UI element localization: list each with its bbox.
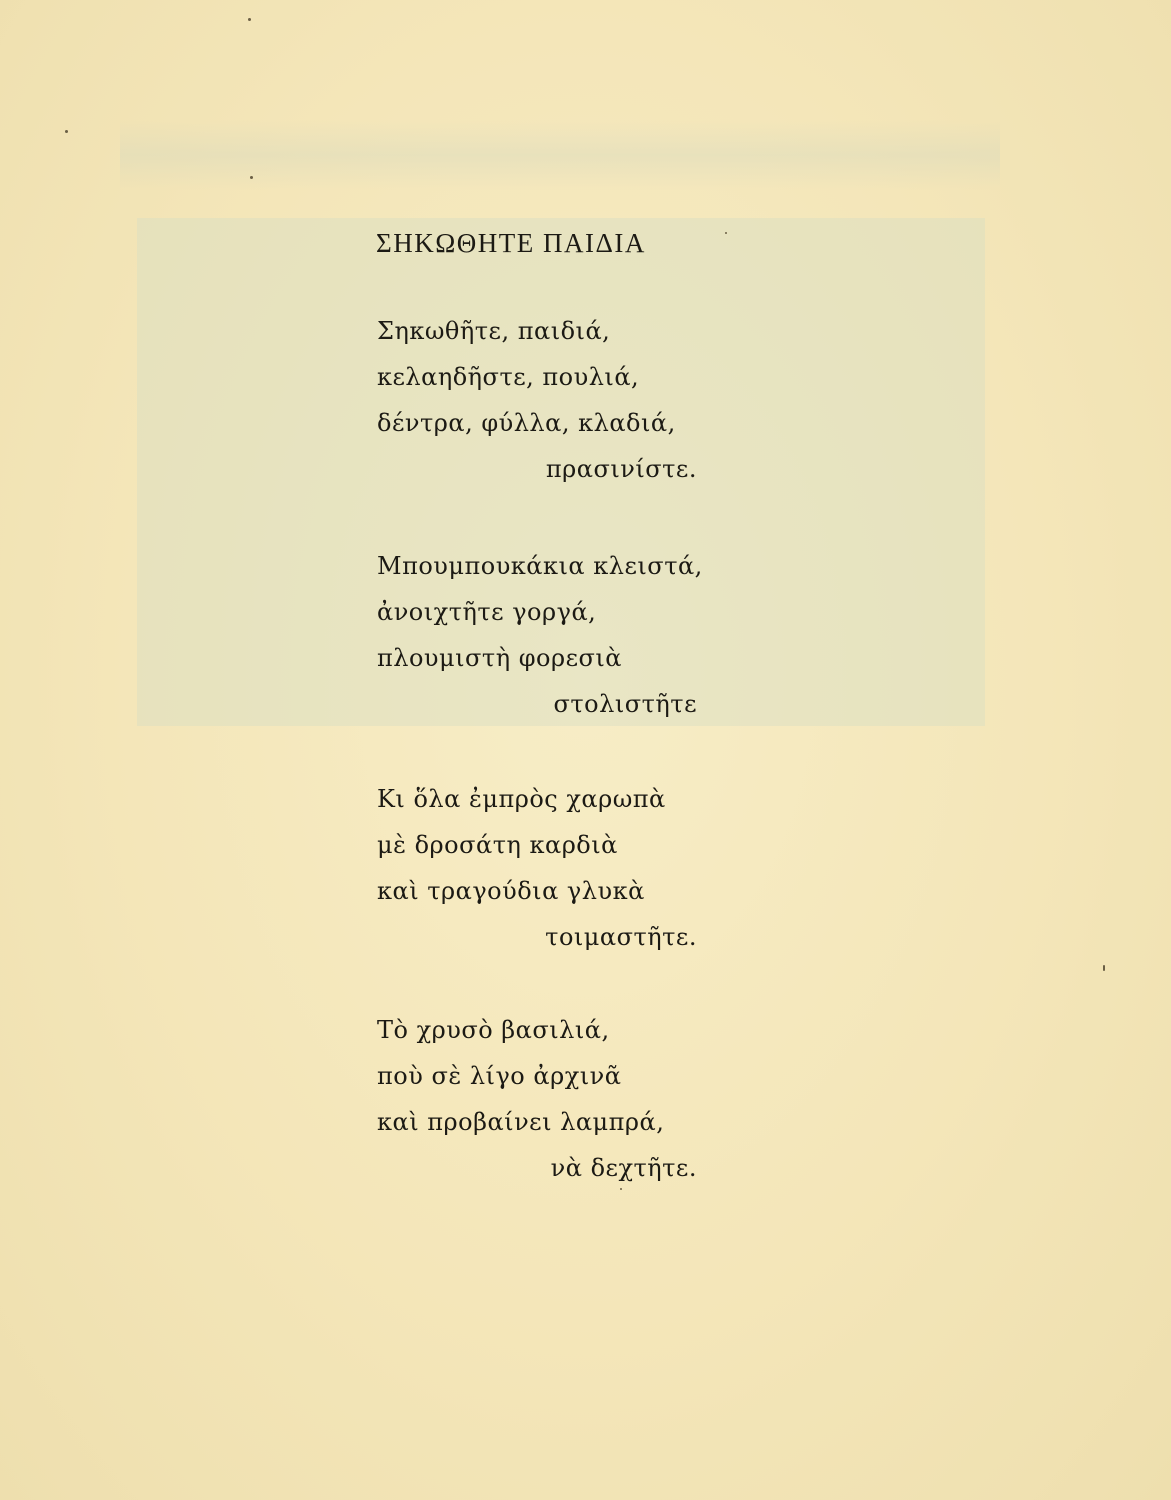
paper-speck [248, 18, 251, 21]
poem-line-refrain: τοιμαστῆτε. [545, 923, 697, 951]
paper-speck [1103, 965, 1105, 971]
stanza-1 [377, 308, 737, 492]
poem-line: Σηκωθῆτε, παιδιά, [377, 317, 611, 345]
poem-line: πλουμιστὴ φορεσιὰ [377, 644, 622, 672]
paper-speck [725, 232, 727, 234]
poem-title: ΣΗΚΩΘΗΤΕ ΠΑΙΔΙΑ [376, 228, 646, 258]
poem-line: κελαηδῆστε, πουλιά, [377, 363, 640, 391]
paper-speck [250, 176, 253, 179]
poem-line-refrain: πρασινίστε. [545, 455, 697, 483]
poem-line: καὶ προβαίνει λαμπρά, [377, 1108, 665, 1136]
poem-line: ἀνοιχτῆτε γοργά, [377, 598, 597, 626]
show-through-title-shadow [120, 120, 1000, 190]
poem-line: μὲ δροσάτη καρδιὰ [377, 831, 618, 859]
poem-line-refrain: στολιστῆτε [553, 690, 697, 718]
poem-line: Μπουμπουκάκια κλειστά, [377, 552, 703, 580]
poem-line: ποὺ σὲ λίγο ἀρχινᾶ [377, 1062, 622, 1090]
stanza-3 [377, 776, 737, 960]
stanza-4 [377, 1007, 737, 1191]
poem-line: καὶ τραγούδια γλυκὰ [377, 877, 645, 905]
poem-line: Τὸ χρυσὸ βασιλιά, [377, 1016, 610, 1044]
paper-speck [65, 130, 68, 133]
poem-line: δέντρα, φύλλα, κλαδιά, [377, 409, 676, 437]
poem-line-refrain: νὰ δεχτῆτε. [550, 1154, 697, 1182]
poem-line: Κι ὅλα ἐμπρὸς χαρωπὰ [377, 785, 666, 813]
stanza-2 [377, 543, 737, 727]
